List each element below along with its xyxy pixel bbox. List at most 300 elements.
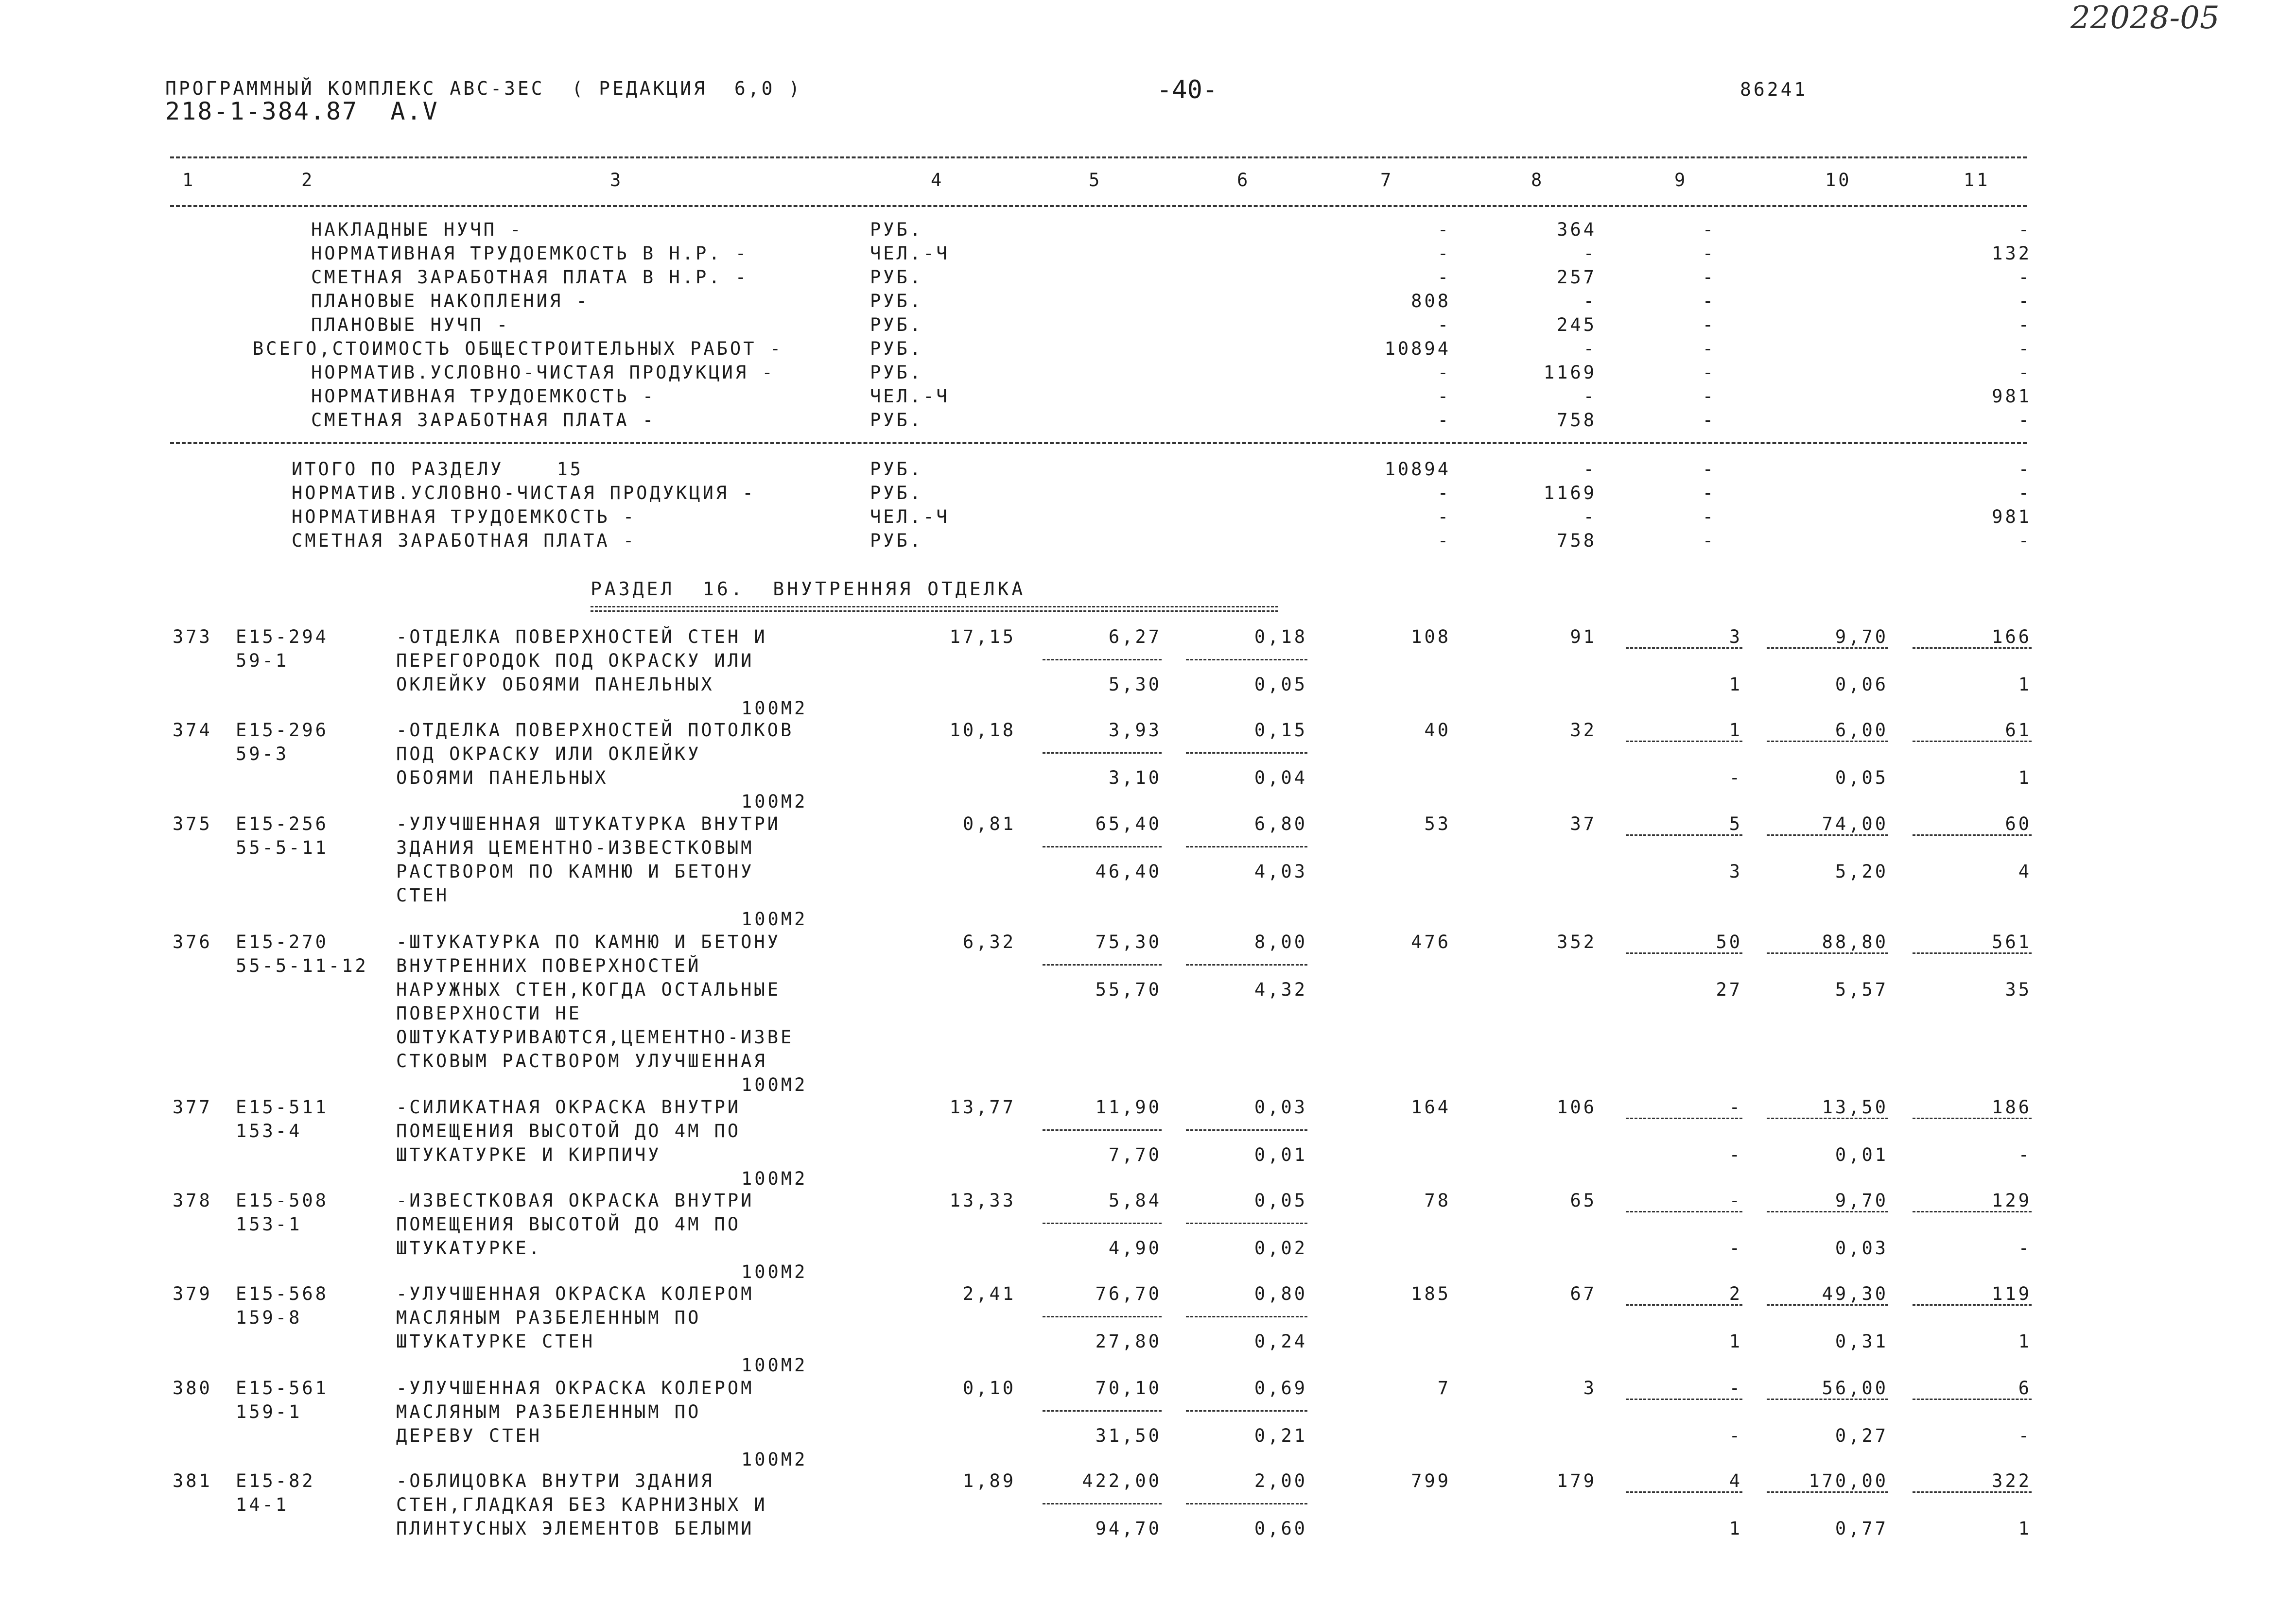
item-unit-price: 6,27 <box>1108 626 1162 647</box>
item-quantity: 0,10 <box>962 1378 1016 1399</box>
item-separator <box>1043 964 1162 966</box>
item-description-line: НАРУЖНЫХ СТЕН,КОГДА ОСТАЛЬНЫЕ <box>396 979 781 1000</box>
summary-col11: - <box>2018 362 2032 383</box>
summary-col11: - <box>2018 483 2032 503</box>
item-number: 373 <box>173 626 212 647</box>
item-description-line: ЗДАНИЯ ЦЕМЕНТНО-ИЗВЕСТКОВЫМ <box>396 837 754 858</box>
item-separator <box>1626 834 1742 836</box>
item-separator <box>1767 647 1888 649</box>
item-col10: 9,70 <box>1835 1190 1888 1211</box>
summary-unit: РУБ. <box>870 362 923 383</box>
item-col11: 6 <box>2018 1378 2032 1399</box>
item-description-line: -ОБЛИЦОВКА ВНУТРИ ЗДАНИЯ <box>396 1470 714 1491</box>
summary-col8: - <box>1583 338 1597 359</box>
item-number: 375 <box>173 813 212 834</box>
item-unit-price: 422,00 <box>1082 1470 1162 1491</box>
item-number: 376 <box>173 932 212 952</box>
item-reference: 159-8 <box>236 1307 302 1328</box>
summary-label: ВСЕГО,СТОИМОСТЬ ОБЩЕСТРОИТЕЛЬНЫХ РАБОТ - <box>253 338 783 359</box>
item-quantity: 0,81 <box>962 813 1016 834</box>
summary-unit: ЧЕЛ.-Ч <box>870 506 950 527</box>
item-code: Е15-568 <box>236 1283 329 1304</box>
column-header-9: 9 <box>1674 170 1688 190</box>
item-separator <box>1626 741 1742 742</box>
summary-col11: - <box>2018 314 2032 335</box>
summary-col7: - <box>1437 530 1451 551</box>
item-total-cost: 185 <box>1411 1283 1451 1304</box>
summary-col9: - <box>1702 459 1716 480</box>
item-separator <box>1186 1129 1307 1131</box>
item-unit-wage-sub: 0,60 <box>1254 1518 1307 1539</box>
summary-col8: 758 <box>1557 410 1597 431</box>
item-description-line: СТКОВЫМ РАСТВОРОМ УЛУЧШЕННАЯ <box>396 1051 767 1071</box>
item-unit-wage: 0,69 <box>1254 1378 1307 1399</box>
item-col10-sub: 0,06 <box>1835 674 1888 695</box>
item-number: 379 <box>173 1283 212 1304</box>
item-col11: 60 <box>2005 813 2032 834</box>
item-separator <box>1043 846 1162 847</box>
item-unit-price: 5,84 <box>1108 1190 1162 1211</box>
item-col10-sub: 0,03 <box>1835 1238 1888 1259</box>
item-number: 374 <box>173 720 212 741</box>
item-description-line: ОКЛЕЙКУ ОБОЯМИ ПАНЕЛЬНЫХ <box>396 674 714 695</box>
item-col10: 9,70 <box>1835 626 1888 647</box>
item-separator <box>1913 1211 2032 1212</box>
item-unit-wage: 2,00 <box>1254 1470 1307 1491</box>
item-col9: 1 <box>1729 720 1742 741</box>
item-code: Е15-82 <box>236 1470 315 1491</box>
summary-label: НОРМАТИВ.УСЛОВНО-ЧИСТАЯ ПРОДУКЦИЯ - <box>311 362 775 383</box>
item-code: Е15-511 <box>236 1097 329 1118</box>
column-header-8: 8 <box>1531 170 1545 190</box>
item-number: 380 <box>173 1378 212 1399</box>
summary-col7: - <box>1437 314 1451 335</box>
item-quantity: 10,18 <box>949 720 1016 741</box>
item-unit-wage: 0,15 <box>1254 720 1307 741</box>
item-col10: 49,30 <box>1822 1283 1888 1304</box>
item-separator <box>1913 647 2032 649</box>
item-total-cost: 40 <box>1424 720 1451 741</box>
summary-unit: РУБ. <box>870 459 923 480</box>
document-code: 218-1-384.87 A.V <box>165 97 439 125</box>
item-description-line: -УЛУЧШЕННАЯ ШТУКАТУРКА ВНУТРИ <box>396 813 781 834</box>
summary-col8: - <box>1583 291 1597 311</box>
item-separator <box>1913 1491 2032 1493</box>
item-separator <box>1186 659 1307 660</box>
item-col9-sub: - <box>1729 1144 1742 1165</box>
column-header-6: 6 <box>1237 170 1251 190</box>
summary-col9: - <box>1702 483 1716 503</box>
item-reference: 55-5-11 <box>236 837 329 858</box>
summary-col7: - <box>1437 410 1451 431</box>
item-description-line: ПОД ОКРАСКУ ИЛИ ОКЛЕЙКУ <box>396 743 701 764</box>
summary-unit: РУБ. <box>870 410 923 431</box>
item-col9-sub: 3 <box>1729 861 1742 882</box>
item-separator <box>1767 1118 1888 1119</box>
item-reference: 153-1 <box>236 1214 302 1235</box>
summary-unit: РУБ. <box>870 314 923 335</box>
item-total-wage: 179 <box>1557 1470 1597 1491</box>
summary-col11: - <box>2018 219 2032 240</box>
summary-col7: - <box>1437 362 1451 383</box>
item-unit-price: 3,93 <box>1108 720 1162 741</box>
item-separator <box>1767 834 1888 836</box>
item-total-cost: 164 <box>1411 1097 1451 1118</box>
item-separator <box>1186 1316 1307 1317</box>
summary-unit: РУБ. <box>870 530 923 551</box>
page-number: -40- <box>1157 75 1218 104</box>
summary-label: СМЕТНАЯ ЗАРАБОТНАЯ ПЛАТА - <box>311 410 656 431</box>
item-separator <box>1186 1410 1307 1412</box>
item-unit-wage: 0,03 <box>1254 1097 1307 1118</box>
item-description-line: -УЛУЧШЕННАЯ ОКРАСКА КОЛЕРОМ <box>396 1378 754 1399</box>
summary-col7: - <box>1437 506 1451 527</box>
item-col9-sub: 27 <box>1716 979 1742 1000</box>
summary-col8: - <box>1583 386 1597 407</box>
item-description-line: ШТУКАТУРКЕ. <box>396 1238 542 1259</box>
summary-unit: РУБ. <box>870 338 923 359</box>
summary-col9: - <box>1702 530 1716 551</box>
column-header-2: 2 <box>301 170 315 190</box>
item-unit-price-sub: 46,40 <box>1095 861 1162 882</box>
item-separator <box>1043 1223 1162 1224</box>
summary-col11: - <box>2018 530 2032 551</box>
item-col9-sub: 1 <box>1729 1518 1742 1539</box>
item-code: Е15-270 <box>236 932 329 952</box>
summary-col11: - <box>2018 459 2032 480</box>
item-total-cost: 7 <box>1437 1378 1451 1399</box>
item-separator <box>1626 1399 1742 1400</box>
summary-col9: - <box>1702 410 1716 431</box>
summary-col9: - <box>1702 386 1716 407</box>
item-col10-sub: 5,57 <box>1835 979 1888 1000</box>
item-unit: 100М2 <box>741 909 808 930</box>
item-unit-price: 70,10 <box>1095 1378 1162 1399</box>
item-col9: - <box>1729 1097 1742 1118</box>
item-separator <box>1767 1399 1888 1400</box>
header-rule-bottom <box>170 205 2027 207</box>
column-header-7: 7 <box>1380 170 1394 190</box>
item-unit-wage-sub: 0,01 <box>1254 1144 1307 1165</box>
item-col10-sub: 5,20 <box>1835 861 1888 882</box>
item-unit-wage-sub: 0,04 <box>1254 767 1307 788</box>
summary-col7: - <box>1437 243 1451 264</box>
summary-col8: 1169 <box>1543 483 1597 503</box>
item-unit: 100М2 <box>741 698 808 719</box>
item-unit-price-sub: 27,80 <box>1095 1331 1162 1352</box>
item-separator <box>1913 834 2032 836</box>
item-unit-price-sub: 3,10 <box>1108 767 1162 788</box>
summary-label: НОРМАТИВ.УСЛОВНО-ЧИСТАЯ ПРОДУКЦИЯ - <box>292 483 756 503</box>
item-unit-price: 65,40 <box>1095 813 1162 834</box>
item-col9: 50 <box>1716 932 1742 952</box>
item-reference: 153-4 <box>236 1121 302 1141</box>
item-description-line: -ОТДЕЛКА ПОВЕРХНОСТЕЙ СТЕН И <box>396 626 767 647</box>
item-description-line: ОШТУКАТУРИВАЮТСЯ,ЦЕМЕНТНО-ИЗВЕ <box>396 1027 794 1048</box>
item-separator <box>1043 1503 1162 1504</box>
item-total-wage: 32 <box>1570 720 1597 741</box>
summary-unit: ЧЕЛ.-Ч <box>870 243 950 264</box>
summary-col11: - <box>2018 291 2032 311</box>
item-description-line: -УЛУЧШЕННАЯ ОКРАСКА КОЛЕРОМ <box>396 1283 754 1304</box>
summary-col7: 10894 <box>1384 459 1451 480</box>
summary-col9: - <box>1702 267 1716 288</box>
item-col9: 4 <box>1729 1470 1742 1491</box>
item-unit-price-sub: 5,30 <box>1108 674 1162 695</box>
item-unit: 100М2 <box>741 1355 808 1376</box>
item-col9: 5 <box>1729 813 1742 834</box>
summary-col9: - <box>1702 219 1716 240</box>
summary-label: ПЛАНОВЫЕ НУЧП - <box>311 314 510 335</box>
item-total-wage: 352 <box>1557 932 1597 952</box>
handwritten-code: 22028-05 <box>2070 0 2220 36</box>
item-code: Е15-294 <box>236 626 329 647</box>
item-col9: - <box>1729 1378 1742 1399</box>
item-col10-sub: 0,05 <box>1835 767 1888 788</box>
summary-col9: - <box>1702 291 1716 311</box>
program-header: ПРОГРАММНЫЙ КОМПЛЕКС АВС-3ЕС ( РЕДАКЦИЯ 6,0 ) <box>165 78 802 99</box>
section-title-underline <box>591 606 1278 612</box>
item-col11: 61 <box>2005 720 2032 741</box>
item-col9-sub: 1 <box>1729 1331 1742 1352</box>
item-description-line: ПЕРЕГОРОДОК ПОД ОКРАСКУ ИЛИ <box>396 650 754 671</box>
summary-col11: 981 <box>1992 386 2032 407</box>
item-unit-price-sub: 4,90 <box>1108 1238 1162 1259</box>
item-quantity: 1,89 <box>962 1470 1016 1491</box>
column-header-3: 3 <box>610 170 624 190</box>
item-reference: 14-1 <box>236 1494 289 1515</box>
item-code: Е15-256 <box>236 813 329 834</box>
item-col9: 2 <box>1729 1283 1742 1304</box>
item-separator <box>1767 741 1888 742</box>
item-description-line: СТЕН <box>396 885 450 906</box>
item-reference: 59-3 <box>236 743 289 764</box>
summary-label: НОРМАТИВНАЯ ТРУДОЕМКОСТЬ - <box>311 386 656 407</box>
item-total-cost: 53 <box>1424 813 1451 834</box>
summary-col8: 758 <box>1557 530 1597 551</box>
item-col11-sub: 4 <box>2018 861 2032 882</box>
item-unit-wage-sub: 4,03 <box>1254 861 1307 882</box>
item-total-cost: 799 <box>1411 1470 1451 1491</box>
item-unit-wage: 0,18 <box>1254 626 1307 647</box>
total-rule <box>170 442 2027 444</box>
item-unit-price-sub: 55,70 <box>1095 979 1162 1000</box>
item-separator <box>1186 752 1307 754</box>
item-description-line: -ОТДЕЛКА ПОВЕРХНОСТЕЙ ПОТОЛКОВ <box>396 720 794 741</box>
summary-label: ПЛАНОВЫЕ НАКОПЛЕНИЯ - <box>311 291 590 311</box>
summary-label: СМЕТНАЯ ЗАРАБОТНАЯ ПЛАТА В Н.Р. - <box>311 267 749 288</box>
summary-unit: РУБ. <box>870 483 923 503</box>
item-separator <box>1186 846 1307 847</box>
item-total-cost: 78 <box>1424 1190 1451 1211</box>
item-code: Е15-296 <box>236 720 329 741</box>
item-separator <box>1913 1399 2032 1400</box>
section-title: РАЗДЕЛ 16. ВНУТРЕННЯЯ ОТДЕЛКА <box>591 578 1026 600</box>
item-description-line: -ШТУКАТУРКА ПО КАМНЮ И БЕТОНУ <box>396 932 781 952</box>
item-quantity: 6,32 <box>962 932 1016 952</box>
summary-col7: - <box>1437 219 1451 240</box>
summary-col9: - <box>1702 362 1716 383</box>
item-total-wage: 91 <box>1570 626 1597 647</box>
item-unit: 100М2 <box>741 1261 808 1282</box>
item-separator <box>1767 1211 1888 1212</box>
item-col11: 186 <box>1992 1097 2032 1118</box>
item-total-wage: 37 <box>1570 813 1597 834</box>
item-col11-sub: 1 <box>2018 1331 2032 1352</box>
item-description-line: ПОМЕЩЕНИЯ ВЫСОТОЙ ДО 4М ПО <box>396 1121 741 1141</box>
item-separator <box>1767 1491 1888 1493</box>
item-separator <box>1913 1304 2032 1306</box>
item-separator <box>1043 1129 1162 1131</box>
item-description-line: ШТУКАТУРКЕ И КИРПИЧУ <box>396 1144 661 1165</box>
item-description-line: ПОМЕЩЕНИЯ ВЫСОТОЙ ДО 4М ПО <box>396 1214 741 1235</box>
column-header-5: 5 <box>1089 170 1102 190</box>
item-separator <box>1913 741 2032 742</box>
item-col10: 88,80 <box>1822 932 1888 952</box>
summary-col11: 132 <box>1992 243 2032 264</box>
summary-col9: - <box>1702 243 1716 264</box>
item-unit-wage-sub: 4,32 <box>1254 979 1307 1000</box>
item-description-line: МАСЛЯНЫМ РАЗБЕЛЕННЫМ ПО <box>396 1307 701 1328</box>
item-separator <box>1186 1503 1307 1504</box>
item-separator <box>1626 1491 1742 1493</box>
item-separator <box>1626 952 1742 954</box>
item-col11-sub: 35 <box>2005 979 2032 1000</box>
summary-col8: - <box>1583 243 1597 264</box>
summary-col9: - <box>1702 314 1716 335</box>
item-unit-price: 11,90 <box>1095 1097 1162 1118</box>
item-col10: 13,50 <box>1822 1097 1888 1118</box>
summary-col9: - <box>1702 506 1716 527</box>
item-col10: 170,00 <box>1809 1470 1888 1491</box>
column-header-10: 10 <box>1825 170 1852 190</box>
item-unit-price: 76,70 <box>1095 1283 1162 1304</box>
item-unit-price-sub: 7,70 <box>1108 1144 1162 1165</box>
item-separator <box>1043 659 1162 660</box>
item-separator <box>1626 647 1742 649</box>
summary-label: НОРМАТИВНАЯ ТРУДОЕМКОСТЬ - <box>292 506 637 527</box>
item-separator <box>1913 952 2032 954</box>
item-description-line: МАСЛЯНЫМ РАЗБЕЛЕННЫМ ПО <box>396 1401 701 1422</box>
item-col10: 56,00 <box>1822 1378 1888 1399</box>
item-col11: 129 <box>1992 1190 2032 1211</box>
item-col10-sub: 0,01 <box>1835 1144 1888 1165</box>
item-col9-sub: - <box>1729 767 1742 788</box>
summary-col11: - <box>2018 267 2032 288</box>
summary-col9: - <box>1702 338 1716 359</box>
item-code: Е15-561 <box>236 1378 329 1399</box>
item-separator <box>1043 1316 1162 1317</box>
item-total-wage: 106 <box>1557 1097 1597 1118</box>
item-unit-wage: 0,05 <box>1254 1190 1307 1211</box>
item-description-line: ДЕРЕВУ СТЕН <box>396 1425 542 1446</box>
item-description-line: РАСТВОРОМ ПО КАМНЮ И БЕТОНУ <box>396 861 754 882</box>
item-col11-sub: - <box>2018 1238 2032 1259</box>
item-unit: 100М2 <box>741 1449 808 1470</box>
summary-label: НОРМАТИВНАЯ ТРУДОЕМКОСТЬ В Н.Р. - <box>311 243 749 264</box>
item-col10-sub: 0,31 <box>1835 1331 1888 1352</box>
item-number: 381 <box>173 1470 212 1491</box>
item-quantity: 13,77 <box>949 1097 1016 1118</box>
item-reference: 55-5-11-12 <box>236 955 368 976</box>
item-col11-sub: 1 <box>2018 1518 2032 1539</box>
item-col11-sub: - <box>2018 1144 2032 1165</box>
item-total-wage: 65 <box>1570 1190 1597 1211</box>
item-col9: 3 <box>1729 626 1742 647</box>
summary-col11: - <box>2018 410 2032 431</box>
item-col10: 6,00 <box>1835 720 1888 741</box>
summary-col8: 364 <box>1557 219 1597 240</box>
item-separator <box>1626 1211 1742 1212</box>
item-quantity: 13,33 <box>949 1190 1016 1211</box>
summary-unit: ЧЕЛ.-Ч <box>870 386 950 407</box>
item-separator <box>1626 1304 1742 1306</box>
item-description-line: СТЕН,ГЛАДКАЯ БЕЗ КАРНИЗНЫХ И <box>396 1494 767 1515</box>
item-separator <box>1767 1304 1888 1306</box>
item-unit: 100М2 <box>741 1168 808 1189</box>
item-unit-wage-sub: 0,24 <box>1254 1331 1307 1352</box>
item-total-cost: 476 <box>1411 932 1451 952</box>
item-description-line: ШТУКАТУРКЕ СТЕН <box>396 1331 595 1352</box>
summary-col11: - <box>2018 338 2032 359</box>
item-col11-sub: 1 <box>2018 674 2032 695</box>
item-unit-wage-sub: 0,05 <box>1254 674 1307 695</box>
item-unit-wage: 8,00 <box>1254 932 1307 952</box>
item-col11: 561 <box>1992 932 2032 952</box>
item-quantity: 2,41 <box>962 1283 1016 1304</box>
item-quantity: 17,15 <box>949 626 1016 647</box>
item-col11-sub: 1 <box>2018 767 2032 788</box>
summary-col7: - <box>1437 267 1451 288</box>
item-col9-sub: - <box>1729 1425 1742 1446</box>
column-header-11: 11 <box>1964 170 1990 190</box>
item-description-line: ВНУТРЕННИХ ПОВЕРХНОСТЕЙ <box>396 955 701 976</box>
column-header-1: 1 <box>182 170 196 190</box>
item-col10-sub: 0,27 <box>1835 1425 1888 1446</box>
item-total-wage: 3 <box>1583 1378 1597 1399</box>
item-unit-wage: 0,80 <box>1254 1283 1307 1304</box>
item-code: Е15-508 <box>236 1190 329 1211</box>
item-unit-wage: 6,80 <box>1254 813 1307 834</box>
summary-col7: 10894 <box>1384 338 1451 359</box>
summary-col8: - <box>1583 506 1597 527</box>
item-unit-wage-sub: 0,02 <box>1254 1238 1307 1259</box>
item-unit: 100М2 <box>741 1074 808 1095</box>
item-separator <box>1186 964 1307 966</box>
item-separator <box>1043 1410 1162 1412</box>
item-col9-sub: - <box>1729 1238 1742 1259</box>
item-separator <box>1186 1223 1307 1224</box>
item-unit-price-sub: 94,70 <box>1095 1518 1162 1539</box>
item-col11: 166 <box>1992 626 2032 647</box>
item-number: 378 <box>173 1190 212 1211</box>
summary-label: НАКЛАДНЫЕ НУЧП - <box>311 219 523 240</box>
item-reference: 159-1 <box>236 1401 302 1422</box>
summary-col7: - <box>1437 483 1451 503</box>
item-description-line: ПОВЕРХНОСТИ НЕ <box>396 1003 582 1024</box>
summary-col7: - <box>1437 386 1451 407</box>
item-unit-wage-sub: 0,21 <box>1254 1425 1307 1446</box>
item-description-line: -СИЛИКАТНАЯ ОКРАСКА ВНУТРИ <box>396 1097 741 1118</box>
item-total-cost: 108 <box>1411 626 1451 647</box>
item-col10: 74,00 <box>1822 813 1888 834</box>
item-unit-price: 75,30 <box>1095 932 1162 952</box>
header-rule-top <box>170 156 2027 158</box>
item-col11: 322 <box>1992 1470 2032 1491</box>
summary-label: ИТОГО ПО РАЗДЕЛУ 15 <box>292 459 584 480</box>
item-separator <box>1913 1118 2032 1119</box>
summary-col11: 981 <box>1992 506 2032 527</box>
